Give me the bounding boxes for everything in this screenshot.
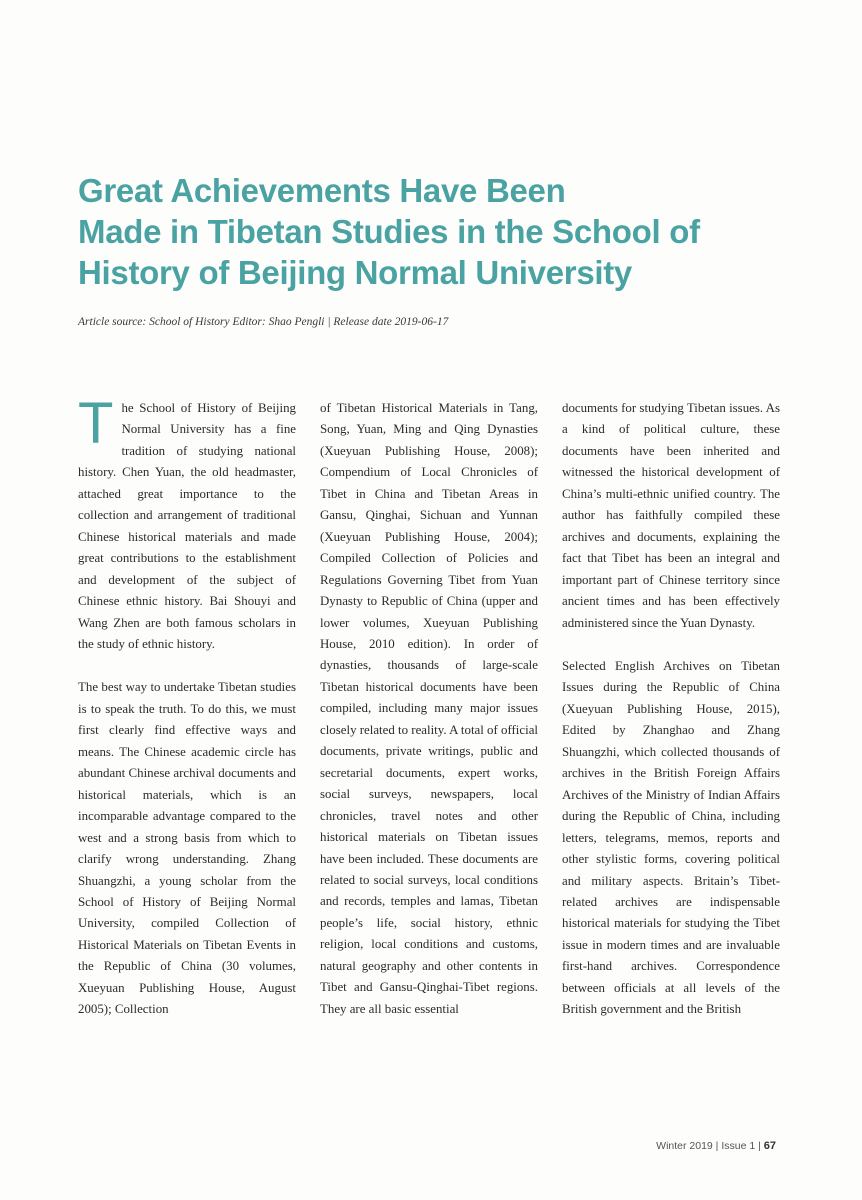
paragraph-text: he School of History of Beijing Normal University has a fine tradition of studying national history. Chen Yuan, the old headmaster, attached great importance to the collection and arrangement of traditional Chinese historical materials and made great contributions to the establishment and development of the subject of Chinese ethnic history. Bai Shouyi and Wang Zhen are both famous scholars in the study of ethnic history. xyxy=(78,401,296,651)
article-meta: Article source: School of History Editor: Shao Pengli | Release date 2019-06-17 xyxy=(78,316,449,328)
paragraph: documents for studying Tibetan issues. As a kind of political culture, these documents have been inherited and witnessed the historical development of China’s multi-ethnic unified country. The author has faithfully compiled these archives and documents, explaining the fact that Tibet has been an integral and important part of Chinese territory since ancient times and has been effectively administered since the Yuan Dynasty. xyxy=(562,401,780,630)
drop-cap: T xyxy=(78,391,114,456)
text-column-3 xyxy=(562,398,780,1043)
paragraph xyxy=(78,391,296,655)
page-footer xyxy=(656,1140,776,1152)
title-line: Great Achievements Have Been xyxy=(78,172,566,209)
issue-info: Winter 2019 | Issue 1 | xyxy=(656,1140,761,1152)
title-line: History of Beijing Normal University xyxy=(78,254,632,291)
article-title xyxy=(78,170,798,293)
text-column-2 xyxy=(320,398,538,1042)
page-number: 67 xyxy=(763,1140,776,1152)
paragraph: of Tibetan Historical Materials in Tang, Song, Yuan, Ming and Qing Dynasties (Xueyuan Publishing House, 2008); Compendium of Local Chronicles of Tibet in China and Tibetan Areas in Gansu, Qinghai, Sichuan and Yunnan (Xueyuan Publishing House, 2004); Compiled Collection of Policies and Regulations Governing Tibet from Yuan Dynasty to Republic of China (upper and lower volumes, Xueyuan Publishing House, 2010 edition). In order of dynasties, thousands of large-scale Tibetan historical documents have been compiled, including many major issues closely related to reality. A total of official documents, private writings, public and secretarial documents, expert works, social surveys, newspapers, local chronicles, travel notes and other historical materials on Tibetan issues have been included. These documents are related to social surveys, local conditions and records, temples and lamas, Tibetan people’s life, social history, ethnic religion, local conditions and customs, natural geography and other contents in Tibet and Gansu-Qinghai-Tibet regions. They are all basic essential xyxy=(320,401,538,1016)
text-column-1 xyxy=(78,391,296,1043)
paragraph: Selected English Archives on Tibetan Issues during the Republic of China (Xueyuan Publishing House, 2015), Edited by Zhanghao and Zhang Shuangzhi, which collected thousands of archives in the British Foreign Affairs Archives of the Ministry of Indian Affairs during the Republic of China, including letters, telegrams, memos, reports and other stylistic forms, covering political and military aspects. Britain’s Tibet-related archives are indispensable historical materials for studying the Tibet issue in modern times and are invaluable first-hand archives. Correspondence between officials at all levels of the British government and the British xyxy=(562,658,780,1017)
title-line: Made in Tibetan Studies in the School of xyxy=(78,213,700,250)
paragraph: The best way to undertake Tibetan studies is to speak the truth. To do this, we must first clearly find effective ways and means. The Chinese academic circle has abundant Chinese archival documents and historical materials, which is an incomparable advantage compared to the west and a strong basis from which to clarify wrong understanding. Zhang Shuangzhi, a young scholar from the School of History of Beijing Normal University, compiled Collection of Historical Materials on Tibetan Events in the Republic of China (30 volumes, Xueyuan Publishing House, August 2005); Collection xyxy=(78,680,296,1017)
